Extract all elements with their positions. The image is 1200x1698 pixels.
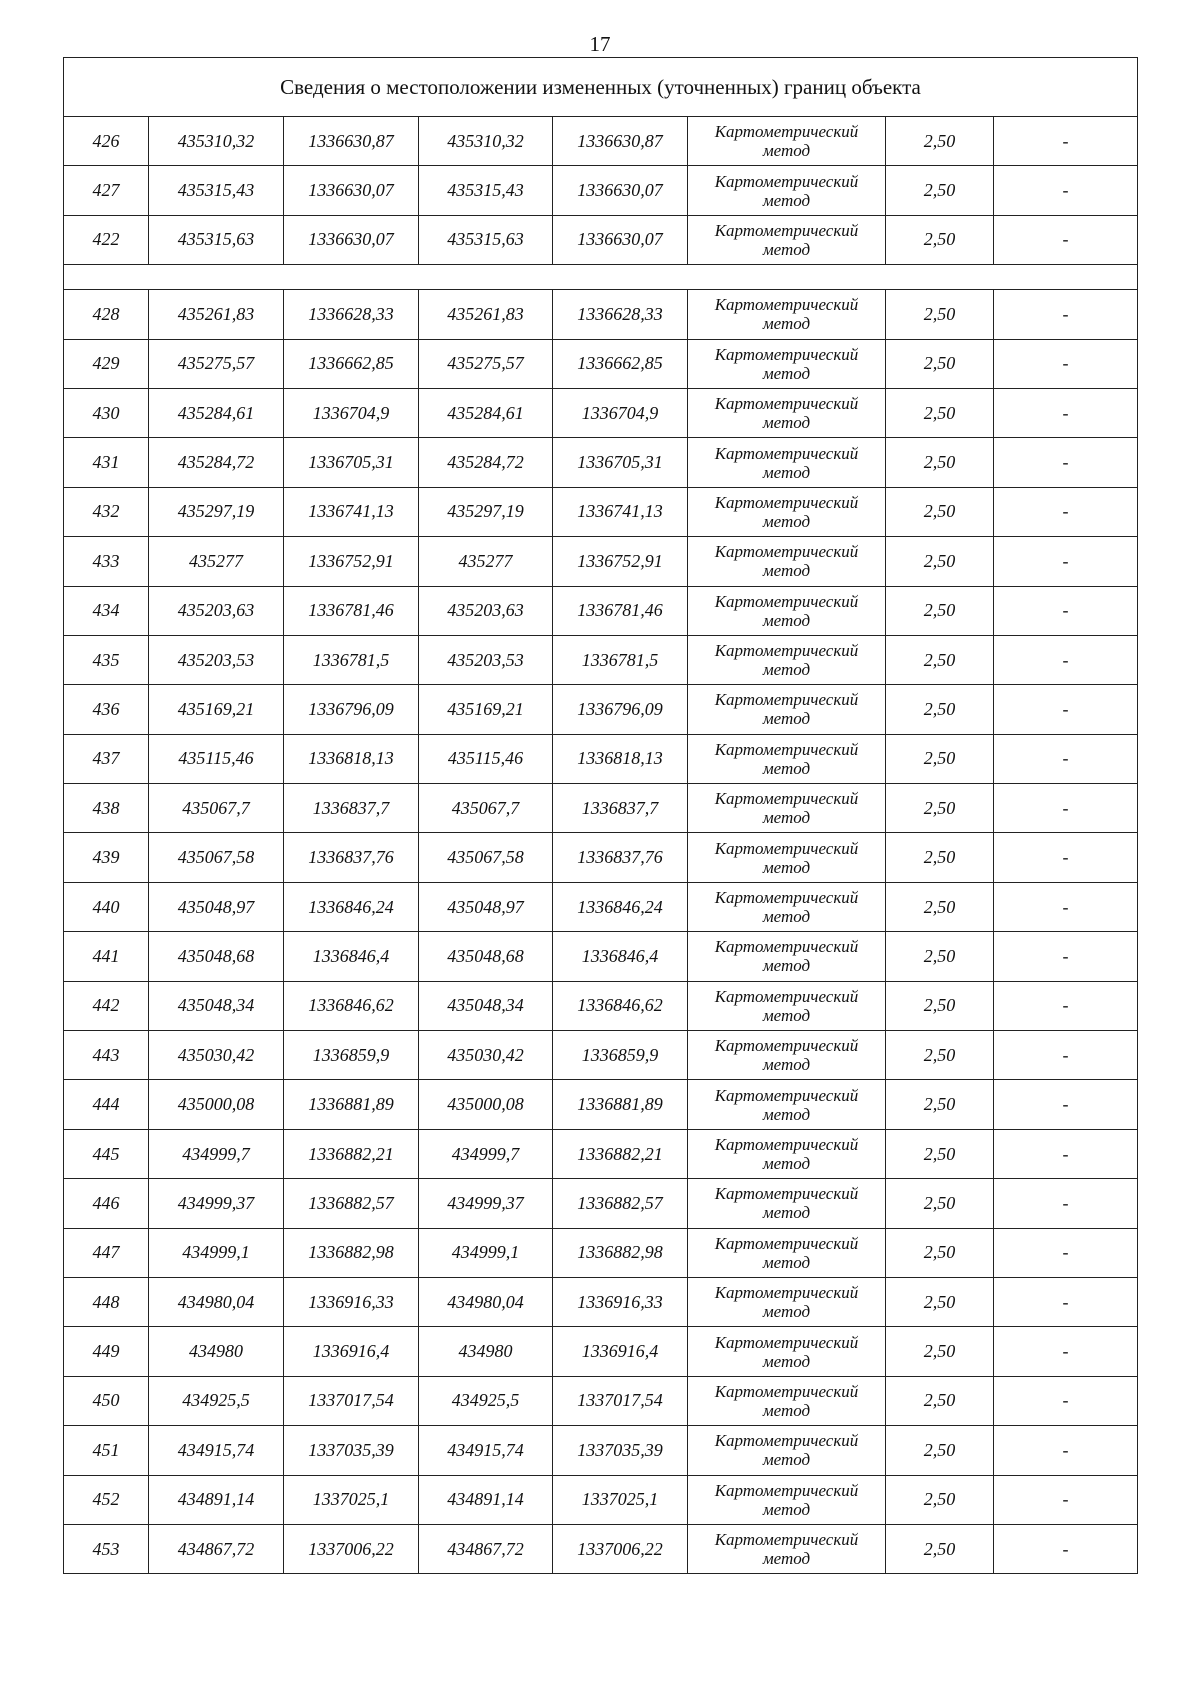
y-refined-cell: 1336662,85 bbox=[553, 339, 688, 388]
y-refined-cell: 1336846,4 bbox=[553, 932, 688, 981]
x-existing-cell: 434891,14 bbox=[149, 1475, 284, 1524]
method-cell: Картометрический метод bbox=[688, 290, 886, 339]
accuracy-cell: 2,50 bbox=[886, 1376, 994, 1425]
method-cell: Картометрический метод bbox=[688, 1228, 886, 1277]
x-existing-cell: 434915,74 bbox=[149, 1426, 284, 1475]
accuracy-cell: 2,50 bbox=[886, 117, 994, 166]
boundary-coordinates-table bbox=[63, 57, 1138, 1574]
x-refined-cell: 434925,5 bbox=[419, 1376, 553, 1425]
note-cell: - bbox=[994, 833, 1138, 882]
table-row bbox=[64, 1129, 1138, 1178]
y-existing-cell: 1336837,76 bbox=[284, 833, 419, 882]
accuracy-cell: 2,50 bbox=[886, 537, 994, 586]
x-refined-cell: 435315,63 bbox=[419, 215, 553, 264]
x-existing-cell: 434925,5 bbox=[149, 1376, 284, 1425]
x-refined-cell: 434999,7 bbox=[419, 1129, 553, 1178]
x-existing-cell: 435169,21 bbox=[149, 685, 284, 734]
table-row bbox=[64, 635, 1138, 684]
y-refined-cell: 1336741,13 bbox=[553, 487, 688, 536]
point-number-cell: 429 bbox=[64, 339, 149, 388]
x-existing-cell: 434980,04 bbox=[149, 1277, 284, 1326]
note-cell: - bbox=[994, 117, 1138, 166]
point-number-cell: 439 bbox=[64, 833, 149, 882]
x-refined-cell: 435048,97 bbox=[419, 882, 553, 931]
note-cell: - bbox=[994, 784, 1138, 833]
note-cell: - bbox=[994, 1327, 1138, 1376]
x-refined-cell: 434867,72 bbox=[419, 1524, 553, 1573]
accuracy-cell: 2,50 bbox=[886, 882, 994, 931]
method-cell: Картометрический метод bbox=[688, 215, 886, 264]
point-number-cell: 432 bbox=[64, 487, 149, 536]
accuracy-cell: 2,50 bbox=[886, 1179, 994, 1228]
method-cell: Картометрический метод bbox=[688, 537, 886, 586]
y-existing-cell: 1336705,31 bbox=[284, 438, 419, 487]
x-existing-cell: 434867,72 bbox=[149, 1524, 284, 1573]
y-refined-cell: 1337035,39 bbox=[553, 1426, 688, 1475]
accuracy-cell: 2,50 bbox=[886, 290, 994, 339]
y-refined-cell: 1336859,9 bbox=[553, 1031, 688, 1080]
method-cell: Картометрический метод bbox=[688, 932, 886, 981]
method-cell: Картометрический метод bbox=[688, 1129, 886, 1178]
accuracy-cell: 2,50 bbox=[886, 734, 994, 783]
y-existing-cell: 1336796,09 bbox=[284, 685, 419, 734]
x-existing-cell: 435284,61 bbox=[149, 388, 284, 437]
x-refined-cell: 434915,74 bbox=[419, 1426, 553, 1475]
accuracy-cell: 2,50 bbox=[886, 487, 994, 536]
y-refined-cell: 1336752,91 bbox=[553, 537, 688, 586]
point-number-cell: 440 bbox=[64, 882, 149, 931]
note-cell: - bbox=[994, 685, 1138, 734]
accuracy-cell: 2,50 bbox=[886, 1475, 994, 1524]
y-existing-cell: 1336882,21 bbox=[284, 1129, 419, 1178]
table-row bbox=[64, 1524, 1138, 1573]
accuracy-cell: 2,50 bbox=[886, 166, 994, 215]
accuracy-cell: 2,50 bbox=[886, 833, 994, 882]
y-existing-cell: 1336704,9 bbox=[284, 388, 419, 437]
accuracy-cell: 2,50 bbox=[886, 215, 994, 264]
point-number-cell: 438 bbox=[64, 784, 149, 833]
table-row bbox=[64, 734, 1138, 783]
method-cell: Картометрический метод bbox=[688, 784, 886, 833]
method-cell: Картометрический метод bbox=[688, 981, 886, 1030]
method-cell: Картометрический метод bbox=[688, 635, 886, 684]
method-cell: Картометрический метод bbox=[688, 1277, 886, 1326]
x-refined-cell: 435310,32 bbox=[419, 117, 553, 166]
table-row bbox=[64, 1426, 1138, 1475]
y-refined-cell: 1336630,07 bbox=[553, 166, 688, 215]
x-existing-cell: 435030,42 bbox=[149, 1031, 284, 1080]
y-existing-cell: 1336630,07 bbox=[284, 215, 419, 264]
point-number-cell: 443 bbox=[64, 1031, 149, 1080]
note-cell: - bbox=[994, 1080, 1138, 1129]
x-existing-cell: 435048,68 bbox=[149, 932, 284, 981]
note-cell: - bbox=[994, 635, 1138, 684]
table-row bbox=[64, 1376, 1138, 1425]
y-refined-cell: 1336881,89 bbox=[553, 1080, 688, 1129]
y-refined-cell: 1336781,5 bbox=[553, 635, 688, 684]
x-refined-cell: 435284,61 bbox=[419, 388, 553, 437]
point-number-cell: 447 bbox=[64, 1228, 149, 1277]
y-refined-cell: 1336837,7 bbox=[553, 784, 688, 833]
point-number-cell: 446 bbox=[64, 1179, 149, 1228]
note-cell: - bbox=[994, 586, 1138, 635]
table-row bbox=[64, 1277, 1138, 1326]
point-number-cell: 451 bbox=[64, 1426, 149, 1475]
method-cell: Картометрический метод bbox=[688, 438, 886, 487]
point-number-cell: 436 bbox=[64, 685, 149, 734]
point-number-cell: 449 bbox=[64, 1327, 149, 1376]
y-refined-cell: 1336796,09 bbox=[553, 685, 688, 734]
y-refined-cell: 1336846,62 bbox=[553, 981, 688, 1030]
accuracy-cell: 2,50 bbox=[886, 685, 994, 734]
x-existing-cell: 435284,72 bbox=[149, 438, 284, 487]
table-row bbox=[64, 1475, 1138, 1524]
y-refined-cell: 1336818,13 bbox=[553, 734, 688, 783]
note-cell: - bbox=[994, 339, 1138, 388]
y-refined-cell: 1336630,87 bbox=[553, 117, 688, 166]
point-number-cell: 426 bbox=[64, 117, 149, 166]
table-row bbox=[64, 117, 1138, 166]
x-existing-cell: 435277 bbox=[149, 537, 284, 586]
x-existing-cell: 435048,97 bbox=[149, 882, 284, 931]
y-refined-cell: 1337025,1 bbox=[553, 1475, 688, 1524]
method-cell: Картометрический метод bbox=[688, 833, 886, 882]
table-row bbox=[64, 685, 1138, 734]
note-cell: - bbox=[994, 1376, 1138, 1425]
note-cell: - bbox=[994, 1277, 1138, 1326]
accuracy-cell: 2,50 bbox=[886, 1524, 994, 1573]
point-number-cell: 434 bbox=[64, 586, 149, 635]
y-refined-cell: 1336704,9 bbox=[553, 388, 688, 437]
y-existing-cell: 1336837,7 bbox=[284, 784, 419, 833]
note-cell: - bbox=[994, 1179, 1138, 1228]
note-cell: - bbox=[994, 388, 1138, 437]
y-existing-cell: 1336881,89 bbox=[284, 1080, 419, 1129]
x-refined-cell: 435203,53 bbox=[419, 635, 553, 684]
table-row bbox=[64, 981, 1138, 1030]
x-refined-cell: 435297,19 bbox=[419, 487, 553, 536]
y-refined-cell: 1336630,07 bbox=[553, 215, 688, 264]
note-cell: - bbox=[994, 981, 1138, 1030]
table-row bbox=[64, 833, 1138, 882]
x-existing-cell: 435048,34 bbox=[149, 981, 284, 1030]
x-refined-cell: 434980 bbox=[419, 1327, 553, 1376]
method-cell: Картометрический метод bbox=[688, 1376, 886, 1425]
accuracy-cell: 2,50 bbox=[886, 784, 994, 833]
x-existing-cell: 435315,63 bbox=[149, 215, 284, 264]
x-refined-cell: 434891,14 bbox=[419, 1475, 553, 1524]
table-row bbox=[64, 388, 1138, 437]
x-existing-cell: 435115,46 bbox=[149, 734, 284, 783]
y-existing-cell: 1336662,85 bbox=[284, 339, 419, 388]
table-row bbox=[64, 487, 1138, 536]
point-number-cell: 427 bbox=[64, 166, 149, 215]
y-refined-cell: 1336705,31 bbox=[553, 438, 688, 487]
accuracy-cell: 2,50 bbox=[886, 932, 994, 981]
x-existing-cell: 435310,32 bbox=[149, 117, 284, 166]
table-row bbox=[64, 166, 1138, 215]
y-refined-cell: 1337017,54 bbox=[553, 1376, 688, 1425]
method-cell: Картометрический метод bbox=[688, 1524, 886, 1573]
method-cell: Картометрический метод bbox=[688, 685, 886, 734]
note-cell: - bbox=[994, 882, 1138, 931]
group-separator-row bbox=[64, 265, 1138, 290]
accuracy-cell: 2,50 bbox=[886, 1277, 994, 1326]
x-refined-cell: 434999,37 bbox=[419, 1179, 553, 1228]
note-cell: - bbox=[994, 487, 1138, 536]
note-cell: - bbox=[994, 1524, 1138, 1573]
table-row bbox=[64, 290, 1138, 339]
x-existing-cell: 434999,7 bbox=[149, 1129, 284, 1178]
accuracy-cell: 2,50 bbox=[886, 1129, 994, 1178]
method-cell: Картометрический метод bbox=[688, 487, 886, 536]
method-cell: Картометрический метод bbox=[688, 1475, 886, 1524]
x-existing-cell: 435203,63 bbox=[149, 586, 284, 635]
x-refined-cell: 435315,43 bbox=[419, 166, 553, 215]
accuracy-cell: 2,50 bbox=[886, 339, 994, 388]
y-refined-cell: 1337006,22 bbox=[553, 1524, 688, 1573]
x-existing-cell: 434980 bbox=[149, 1327, 284, 1376]
point-number-cell: 433 bbox=[64, 537, 149, 586]
x-refined-cell: 435284,72 bbox=[419, 438, 553, 487]
point-number-cell: 442 bbox=[64, 981, 149, 1030]
y-existing-cell: 1336916,4 bbox=[284, 1327, 419, 1376]
y-existing-cell: 1336818,13 bbox=[284, 734, 419, 783]
x-refined-cell: 435277 bbox=[419, 537, 553, 586]
y-refined-cell: 1336628,33 bbox=[553, 290, 688, 339]
x-refined-cell: 435048,68 bbox=[419, 932, 553, 981]
y-existing-cell: 1336916,33 bbox=[284, 1277, 419, 1326]
note-cell: - bbox=[994, 932, 1138, 981]
table-row bbox=[64, 339, 1138, 388]
accuracy-cell: 2,50 bbox=[886, 1228, 994, 1277]
note-cell: - bbox=[994, 166, 1138, 215]
note-cell: - bbox=[994, 438, 1138, 487]
accuracy-cell: 2,50 bbox=[886, 635, 994, 684]
y-existing-cell: 1336882,57 bbox=[284, 1179, 419, 1228]
accuracy-cell: 2,50 bbox=[886, 1327, 994, 1376]
accuracy-cell: 2,50 bbox=[886, 1426, 994, 1475]
table-row bbox=[64, 586, 1138, 635]
point-number-cell: 453 bbox=[64, 1524, 149, 1573]
method-cell: Картометрический метод bbox=[688, 1179, 886, 1228]
point-number-cell: 431 bbox=[64, 438, 149, 487]
note-cell: - bbox=[994, 1031, 1138, 1080]
x-existing-cell: 435203,53 bbox=[149, 635, 284, 684]
x-existing-cell: 435000,08 bbox=[149, 1080, 284, 1129]
x-existing-cell: 434999,37 bbox=[149, 1179, 284, 1228]
x-refined-cell: 435169,21 bbox=[419, 685, 553, 734]
table-body bbox=[64, 58, 1138, 1574]
x-refined-cell: 435030,42 bbox=[419, 1031, 553, 1080]
accuracy-cell: 2,50 bbox=[886, 438, 994, 487]
y-existing-cell: 1336846,24 bbox=[284, 882, 419, 931]
y-existing-cell: 1336859,9 bbox=[284, 1031, 419, 1080]
x-refined-cell: 434999,1 bbox=[419, 1228, 553, 1277]
method-cell: Картометрический метод bbox=[688, 1426, 886, 1475]
y-existing-cell: 1337035,39 bbox=[284, 1426, 419, 1475]
y-existing-cell: 1337006,22 bbox=[284, 1524, 419, 1573]
page-number: 17 bbox=[589, 32, 611, 56]
note-cell: - bbox=[994, 1426, 1138, 1475]
y-existing-cell: 1336846,4 bbox=[284, 932, 419, 981]
x-existing-cell: 435067,58 bbox=[149, 833, 284, 882]
x-refined-cell: 435115,46 bbox=[419, 734, 553, 783]
point-number-cell: 428 bbox=[64, 290, 149, 339]
note-cell: - bbox=[994, 734, 1138, 783]
method-cell: Картометрический метод bbox=[688, 388, 886, 437]
y-refined-cell: 1336882,57 bbox=[553, 1179, 688, 1228]
method-cell: Картометрический метод bbox=[688, 339, 886, 388]
method-cell: Картометрический метод bbox=[688, 586, 886, 635]
x-existing-cell: 435067,7 bbox=[149, 784, 284, 833]
point-number-cell: 435 bbox=[64, 635, 149, 684]
point-number-cell: 437 bbox=[64, 734, 149, 783]
y-refined-cell: 1336846,24 bbox=[553, 882, 688, 931]
x-existing-cell: 435275,57 bbox=[149, 339, 284, 388]
y-existing-cell: 1336630,07 bbox=[284, 166, 419, 215]
table-row bbox=[64, 537, 1138, 586]
y-refined-cell: 1336916,4 bbox=[553, 1327, 688, 1376]
accuracy-cell: 2,50 bbox=[886, 1080, 994, 1129]
x-refined-cell: 435067,7 bbox=[419, 784, 553, 833]
method-cell: Картометрический метод bbox=[688, 1327, 886, 1376]
note-cell: - bbox=[994, 1129, 1138, 1178]
method-cell: Картометрический метод bbox=[688, 1080, 886, 1129]
x-refined-cell: 435067,58 bbox=[419, 833, 553, 882]
table-row bbox=[64, 1080, 1138, 1129]
y-existing-cell: 1336752,91 bbox=[284, 537, 419, 586]
table-row bbox=[64, 1327, 1138, 1376]
x-existing-cell: 434999,1 bbox=[149, 1228, 284, 1277]
y-existing-cell: 1336630,87 bbox=[284, 117, 419, 166]
point-number-cell: 450 bbox=[64, 1376, 149, 1425]
table-row bbox=[64, 1228, 1138, 1277]
note-cell: - bbox=[994, 1228, 1138, 1277]
point-number-cell: 452 bbox=[64, 1475, 149, 1524]
table-row bbox=[64, 1179, 1138, 1228]
note-cell: - bbox=[994, 537, 1138, 586]
table-row bbox=[64, 215, 1138, 264]
table-title: Сведения о местоположении измененных (уточненных) границ объекта bbox=[64, 58, 1138, 117]
note-cell: - bbox=[994, 1475, 1138, 1524]
x-refined-cell: 435261,83 bbox=[419, 290, 553, 339]
group-separator-cell bbox=[64, 265, 1138, 290]
y-refined-cell: 1336781,46 bbox=[553, 586, 688, 635]
table-row bbox=[64, 882, 1138, 931]
point-number-cell: 441 bbox=[64, 932, 149, 981]
y-existing-cell: 1336781,46 bbox=[284, 586, 419, 635]
y-refined-cell: 1336916,33 bbox=[553, 1277, 688, 1326]
y-refined-cell: 1336882,98 bbox=[553, 1228, 688, 1277]
accuracy-cell: 2,50 bbox=[886, 1031, 994, 1080]
accuracy-cell: 2,50 bbox=[886, 586, 994, 635]
method-cell: Картометрический метод bbox=[688, 734, 886, 783]
y-existing-cell: 1336741,13 bbox=[284, 487, 419, 536]
method-cell: Картометрический метод bbox=[688, 1031, 886, 1080]
y-existing-cell: 1336781,5 bbox=[284, 635, 419, 684]
y-existing-cell: 1337025,1 bbox=[284, 1475, 419, 1524]
x-refined-cell: 435275,57 bbox=[419, 339, 553, 388]
accuracy-cell: 2,50 bbox=[886, 981, 994, 1030]
method-cell: Картометрический метод bbox=[688, 117, 886, 166]
point-number-cell: 448 bbox=[64, 1277, 149, 1326]
x-existing-cell: 435261,83 bbox=[149, 290, 284, 339]
y-existing-cell: 1337017,54 bbox=[284, 1376, 419, 1425]
table-row bbox=[64, 784, 1138, 833]
note-cell: - bbox=[994, 290, 1138, 339]
y-existing-cell: 1336628,33 bbox=[284, 290, 419, 339]
y-existing-cell: 1336846,62 bbox=[284, 981, 419, 1030]
x-refined-cell: 435048,34 bbox=[419, 981, 553, 1030]
accuracy-cell: 2,50 bbox=[886, 388, 994, 437]
method-cell: Картометрический метод bbox=[688, 166, 886, 215]
y-refined-cell: 1336837,76 bbox=[553, 833, 688, 882]
x-refined-cell: 435000,08 bbox=[419, 1080, 553, 1129]
point-number-cell: 445 bbox=[64, 1129, 149, 1178]
x-existing-cell: 435297,19 bbox=[149, 487, 284, 536]
table-row bbox=[64, 438, 1138, 487]
point-number-cell: 444 bbox=[64, 1080, 149, 1129]
point-number-cell: 430 bbox=[64, 388, 149, 437]
note-cell: - bbox=[994, 215, 1138, 264]
x-existing-cell: 435315,43 bbox=[149, 166, 284, 215]
y-existing-cell: 1336882,98 bbox=[284, 1228, 419, 1277]
x-refined-cell: 434980,04 bbox=[419, 1277, 553, 1326]
table-row bbox=[64, 932, 1138, 981]
point-number-cell: 422 bbox=[64, 215, 149, 264]
method-cell: Картометрический метод bbox=[688, 882, 886, 931]
table-title-row bbox=[64, 58, 1138, 117]
x-refined-cell: 435203,63 bbox=[419, 586, 553, 635]
y-refined-cell: 1336882,21 bbox=[553, 1129, 688, 1178]
table-row bbox=[64, 1031, 1138, 1080]
